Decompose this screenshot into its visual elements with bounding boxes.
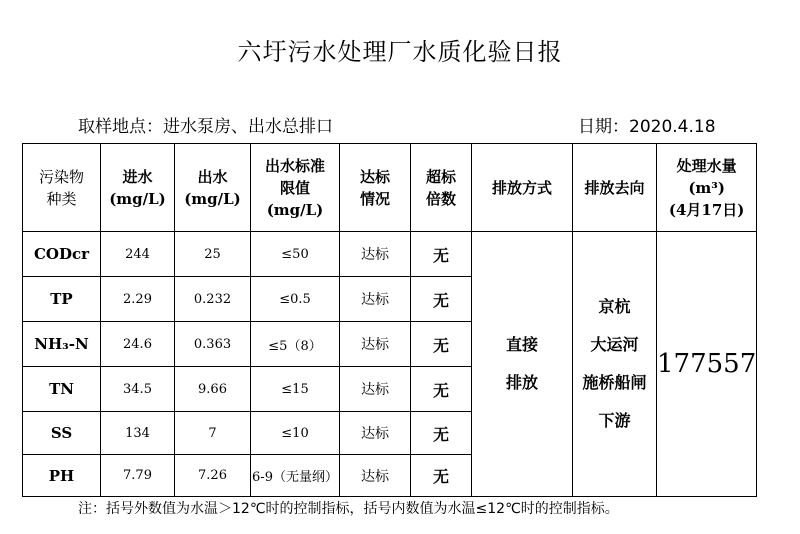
- outflow-cell: 25: [175, 232, 251, 277]
- discharge-method-cell: 直接 排放: [472, 232, 573, 497]
- outflow-cell: 7: [175, 412, 251, 455]
- header-exceed: 超标 倍数: [411, 144, 472, 232]
- pollutant-cell: CODcr: [23, 232, 101, 277]
- flow-value-cell: 177557: [657, 232, 757, 497]
- standard-cell: ≤10: [251, 412, 340, 455]
- outflow-cell: 7.26: [175, 455, 251, 497]
- compliance-cell: 达标: [340, 455, 411, 497]
- header-standard: 出水标准 限值 (mg/L): [251, 144, 340, 232]
- header-outflow: 出水 (mg/L): [175, 144, 251, 232]
- exceed-cell: 无: [411, 455, 472, 497]
- compliance-cell: 达标: [340, 367, 411, 412]
- exceed-cell: 无: [411, 412, 472, 455]
- exceed-cell: 无: [411, 232, 472, 277]
- inflow-cell: 2.29: [101, 277, 175, 322]
- report-title: 六圩污水处理厂水质化验日报: [237, 38, 563, 66]
- footnote: 注：括号外数值为水温＞12℃时的控制指标，括号内数值为水温≤12℃时的控制指标。: [78, 501, 619, 517]
- exceed-cell: 无: [411, 322, 472, 367]
- outflow-cell: 0.232: [175, 277, 251, 322]
- water-quality-table: [22, 143, 757, 497]
- standard-cell: ≤0.5: [251, 277, 340, 322]
- header-compliance: 达标 情况: [340, 144, 411, 232]
- pollutant-cell: SS: [23, 412, 101, 455]
- sampling-location: 取样地点：进水泵房、出水总排口: [78, 117, 333, 137]
- outflow-cell: 9.66: [175, 367, 251, 412]
- pollutant-cell: NH₃-N: [23, 322, 101, 367]
- header-inflow: 进水 (mg/L): [101, 144, 175, 232]
- pollutant-cell: TN: [23, 367, 101, 412]
- standard-cell: ≤5（8）: [251, 322, 340, 367]
- discharge-destination-cell: 京杭 大运河 施桥船闸 下游: [573, 232, 657, 497]
- header-pollutant: 污染物 种类: [23, 144, 101, 232]
- pollutant-cell: PH: [23, 455, 101, 497]
- standard-cell: ≤15: [251, 367, 340, 412]
- header-row: [23, 144, 757, 232]
- outflow-cell: 0.363: [175, 322, 251, 367]
- inflow-cell: 24.6: [101, 322, 175, 367]
- header-discharge-destination: 排放去向: [573, 144, 657, 232]
- compliance-cell: 达标: [340, 277, 411, 322]
- compliance-cell: 达标: [340, 322, 411, 367]
- pollutant-cell: TP: [23, 277, 101, 322]
- inflow-cell: 134: [101, 412, 175, 455]
- standard-cell: 6-9（无量纲）: [251, 455, 340, 497]
- header-discharge-method: 排放方式: [472, 144, 573, 232]
- inflow-cell: 7.79: [101, 455, 175, 497]
- inflow-cell: 244: [101, 232, 175, 277]
- header-flow: 处理水量 (m³) (4月17日): [657, 144, 757, 232]
- exceed-cell: 无: [411, 367, 472, 412]
- report-date: 日期：2020.4.18: [578, 117, 716, 137]
- compliance-cell: 达标: [340, 412, 411, 455]
- compliance-cell: 达标: [340, 232, 411, 277]
- table-row: [23, 232, 757, 277]
- exceed-cell: 无: [411, 277, 472, 322]
- inflow-cell: 34.5: [101, 367, 175, 412]
- standard-cell: ≤50: [251, 232, 340, 277]
